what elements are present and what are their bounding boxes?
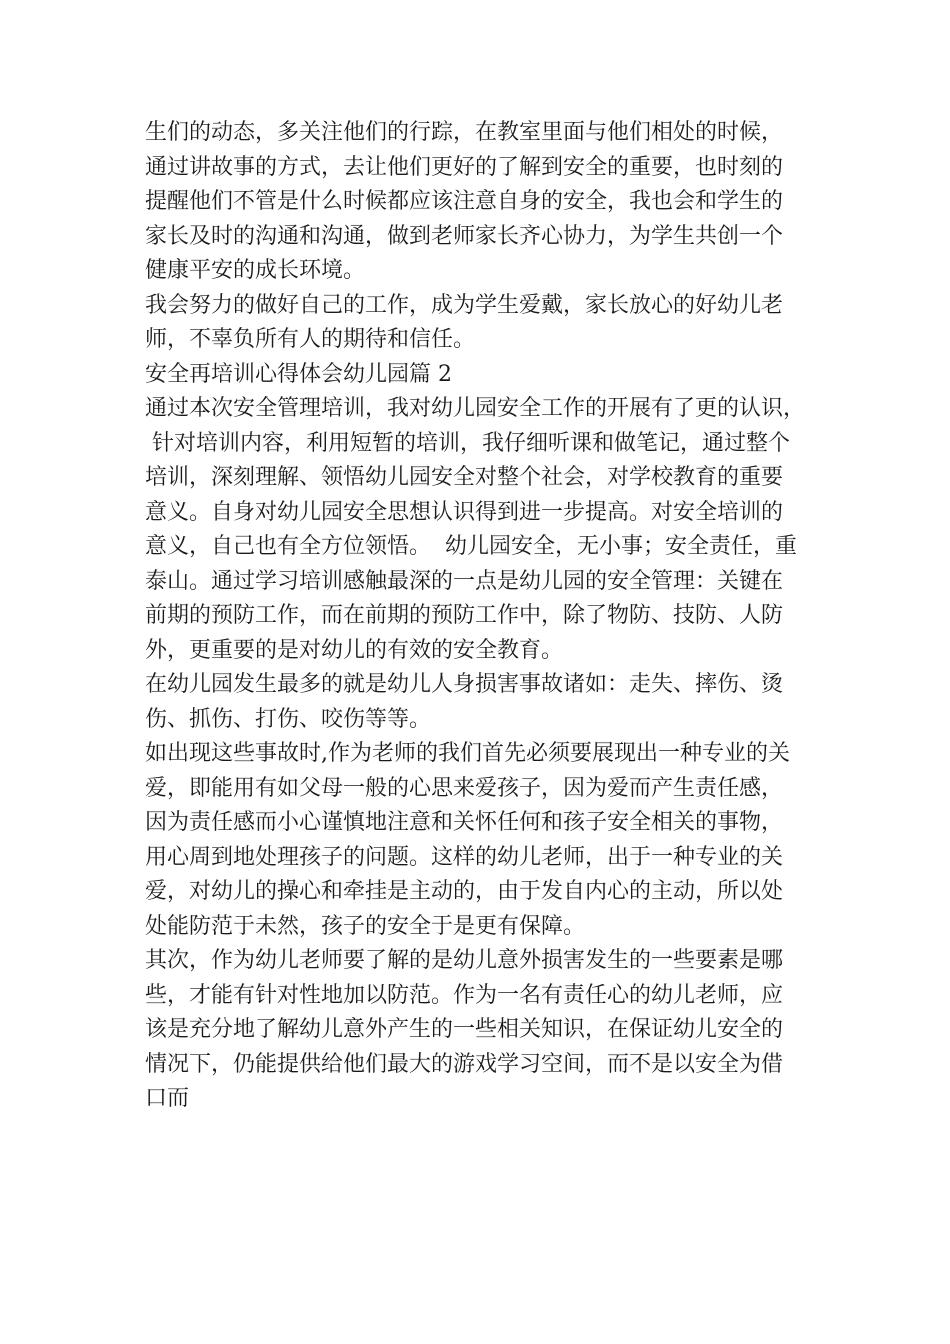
text-line: 泰山。通过学习培训感触最深的一点是幼儿园的安全管理：关键在 bbox=[145, 568, 784, 594]
document-body bbox=[145, 116, 825, 1117]
text-line: 家长及时的沟通和沟通，做到老师家长齐心协力，为学生共创一个 bbox=[145, 223, 784, 249]
text-line: 生们的动态，多关注他们的行踪，在教室里面与他们相处的时候， bbox=[145, 120, 784, 145]
text-line: 爱，对幼儿的操心和牵挂是主动的，由于发自内心的主动，所以处 bbox=[145, 879, 784, 904]
text-line: 爱，即能用有如父母一般的心思来爱孩子，因为爱而产生责任感， bbox=[145, 775, 784, 801]
text-line: 意义，自己也有全方位领悟。 幼儿园安全，无小事；安全责任，重 bbox=[145, 534, 797, 559]
text-line: 外，更重要的是对幼儿的有效的安全教育。 bbox=[145, 637, 564, 663]
text-line: 意义。自身对幼儿园安全思想认识得到进一步提高。对安全培训的 bbox=[145, 499, 784, 525]
text-line: 情况下，仍能提供给他们最大的游戏学习空间，而不是以安全为借 bbox=[145, 1051, 784, 1077]
text-line: 健康平安的成长环境。 bbox=[145, 258, 366, 283]
text-line: 通过本次安全管理培训，我对幼儿园安全工作的开展有了更的认识， bbox=[145, 396, 806, 421]
text-line: 口而 bbox=[145, 1086, 190, 1111]
section-heading: 安全再培训心得体会幼儿园篇 2 bbox=[145, 361, 452, 387]
text-line: 其次，作为幼儿老师要了解的是幼儿意外损害发生的一些要素是哪 bbox=[145, 948, 784, 973]
text-line: 培训，深刻理解、领悟幼儿园安全对整个社会，对学校教育的重要 bbox=[145, 465, 784, 490]
text-line: 处能防范于未然，孩子的安全于是更有保障。 bbox=[145, 913, 586, 939]
text-line: 该是充分地了解幼儿意外产生的一些相关知识，在保证幼儿安全的 bbox=[145, 1017, 784, 1042]
text-line: 通过讲故事的方式，去让他们更好的了解到安全的重要，也时刻的 bbox=[145, 154, 784, 180]
text-line: 伤、抓伤、打伤、咬伤等等。 bbox=[145, 706, 432, 732]
text-line: 因为责任感而小心谨慎地注意和关怀任何和孩子安全相关的事物， bbox=[145, 810, 784, 835]
text-line: 针对培训内容，利用短暂的培训，我仔细听课和做笔记，通过整个 bbox=[145, 430, 790, 456]
text-line: 在幼儿园发生最多的就是幼儿人身损害事故诸如：走失、摔伤、烫 bbox=[145, 672, 784, 697]
text-line: 提醒他们不管是什么时候都应该注意自身的安全，我也会和学生的 bbox=[145, 189, 784, 214]
text-line: 用心周到地处理孩子的问题。这样的幼儿老师，出于一种专业的关 bbox=[145, 844, 784, 870]
text-line: 师，不辜负所有人的期待和信任。 bbox=[145, 327, 476, 352]
text-line: 我会努力的做好自己的工作，成为学生爱戴，家长放心的好幼儿老 bbox=[145, 292, 784, 318]
text-line: 前期的预防工作，而在前期的预防工作中，除了物防、技防、人防 bbox=[145, 603, 784, 628]
text-line: 些，才能有针对性地加以防范。作为一名有责任心的幼儿老师，应 bbox=[145, 982, 784, 1008]
text-line: 如出现这些事故时,作为老师的我们首先必须要展现出一种专业的关 bbox=[145, 741, 790, 766]
